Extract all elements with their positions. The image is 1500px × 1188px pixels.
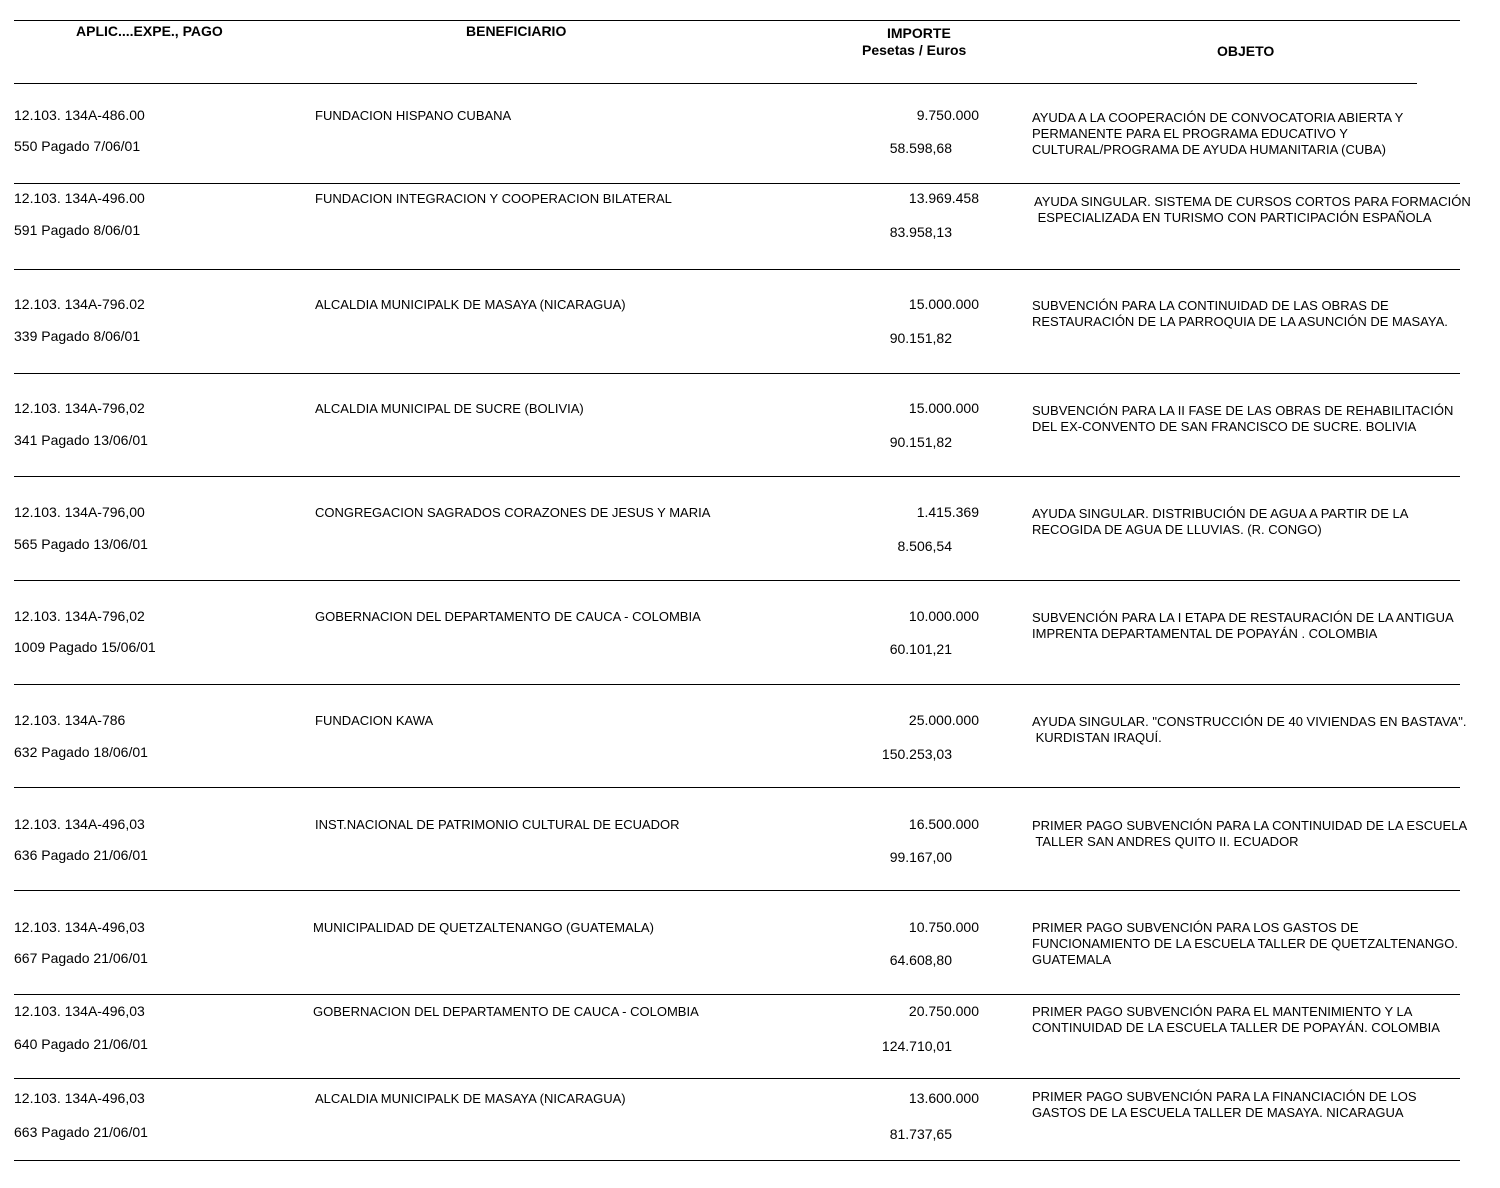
objeto-text [1034,194,1471,226]
pago-info: 339 Pagado 8/06/01 [14,328,141,344]
aplicacion-code: 12.103. 134A-496.00 [14,190,145,206]
objeto-line: AYUDA A LA COOPERACIÓN DE CONVOCATORIA ABIERTA Y [1032,110,1404,125]
beneficiario-name: ALCALDIA MUNICIPALK DE MASAYA (NICARAGUA) [315,1091,626,1106]
header-importe: IMPORTE [887,25,951,41]
importe-pesetas: 20.750.000 [908,1003,979,1019]
objeto-text [1032,403,1453,435]
row-separator [14,183,1460,184]
row-separator [14,890,1460,891]
beneficiario-name: CONGREGACION SAGRADOS CORAZONES DE JESUS Y MARIA [315,505,711,520]
objeto-text [1032,110,1403,158]
objeto-line: CULTURAL/PROGRAMA DE AYUDA HUMANITARIA (CUBA) [1032,142,1386,157]
importe-euros: 124.710,01 [881,1038,952,1054]
objeto-line: RESTAURACIÓN DE LA PARROQUIA DE LA ASUNCIÓN DE MASAYA. [1032,314,1448,329]
objeto-text [1032,714,1466,746]
objeto-line: PRIMER PAGO SUBVENCIÓN PARA LA CONTINUIDAD DE LA ESCUELA [1032,818,1468,833]
objeto-text [1032,920,1458,968]
objeto-line: PERMANENTE PARA EL PROGRAMA EDUCATIVO Y [1032,126,1348,141]
row-separator [14,373,1460,374]
pago-info: 632 Pagado 18/06/01 [14,744,148,760]
objeto-line: AYUDA SINGULAR. SISTEMA DE CURSOS CORTOS PARA FORMACIÓN [1034,194,1471,209]
objeto-line: PRIMER PAGO SUBVENCIÓN PARA LOS GASTOS DE [1032,920,1359,935]
importe-pesetas: 10.750.000 [908,919,979,935]
importe-pesetas: 1.415.369 [916,504,979,520]
objeto-line: KURDISTAN IRAQUÍ. [1032,730,1162,745]
beneficiario-name: GOBERNACION DEL DEPARTAMENTO DE CAUCA - COLOMBIA [315,609,701,624]
importe-euros: 60.101,21 [889,641,952,657]
objeto-text [1032,1004,1440,1036]
aplicacion-code: 12.103. 134A-796,02 [14,400,145,416]
importe-pesetas: 13.969.458 [908,190,979,206]
header-bottom-rule [14,83,1417,84]
objeto-line: CONTINUIDAD DE LA ESCUELA TALLER DE POPAYÁN. COLOMBIA [1032,1020,1440,1035]
importe-pesetas: 15.000.000 [908,400,979,416]
beneficiario-name: MUNICIPALIDAD DE QUETZALTENANGO (GUATEMALA) [313,920,654,935]
objeto-line: TALLER SAN ANDRES QUITO II. ECUADOR [1032,834,1299,849]
row-separator [14,476,1460,477]
beneficiario-name: INST.NACIONAL DE PATRIMONIO CULTURAL DE ECUADOR [315,817,680,832]
importe-euros: 99.167,00 [889,849,952,865]
pago-info: 341 Pagado 13/06/01 [14,432,148,448]
objeto-line: FUNCIONAMIENTO DE LA ESCUELA TALLER DE QUETZALTENANGO. [1032,936,1458,951]
importe-pesetas: 15.000.000 [908,296,979,312]
objeto-line: SUBVENCIÓN PARA LA CONTINUIDAD DE LAS OBRAS DE [1032,298,1389,313]
row-separator [14,1078,1460,1079]
importe-euros: 81.737,65 [889,1126,952,1142]
aplicacion-code: 12.103. 134A-796,00 [14,504,145,520]
beneficiario-name: FUNDACION HISPANO CUBANA [315,108,512,123]
pago-info: 640 Pagado 21/06/01 [14,1036,148,1052]
aplicacion-code: 12.103. 134A-496,03 [14,1003,145,1019]
importe-pesetas: 16.500.000 [908,816,979,832]
pago-info: 565 Pagado 13/06/01 [14,536,148,552]
row-separator [14,994,1460,995]
objeto-text [1032,506,1408,538]
objeto-line: PRIMER PAGO SUBVENCIÓN PARA EL MANTENIMIENTO Y LA [1032,1004,1413,1019]
objeto-line: AYUDA SINGULAR. "CONSTRUCCIÓN DE 40 VIVIENDAS EN BASTAVA". [1032,714,1467,729]
row-separator [14,1160,1460,1161]
pago-info: 1009 Pagado 15/06/01 [14,639,156,655]
aplicacion-code: 12.103. 134A-496,03 [14,816,145,832]
header-importe-sub: Pesetas / Euros [862,42,967,58]
pago-info: 667 Pagado 21/06/01 [14,950,148,966]
importe-euros: 58.598,68 [889,140,952,156]
aplicacion-code: 12.103. 134A-796.02 [14,296,145,312]
beneficiario-name: FUNDACION KAWA [315,713,434,728]
importe-euros: 150.253,03 [881,746,952,762]
objeto-line: IMPRENTA DEPARTAMENTAL DE POPAYÁN . COLOMBIA [1032,626,1378,641]
aplicacion-code: 12.103. 134A-496,03 [14,1090,145,1106]
objeto-line: SUBVENCIÓN PARA LA II FASE DE LAS OBRAS DE REHABILITACIÓN [1032,403,1454,418]
aplicacion-code: 12.103. 134A-486.00 [14,107,145,123]
header-aplic: APLIC....EXPE., PAGO [76,23,223,39]
objeto-line: GUATEMALA [1032,952,1112,967]
objeto-line: RECOGIDA DE AGUA DE LLUVIAS. (R. CONGO) [1032,522,1322,537]
importe-pesetas: 9.750.000 [916,107,979,123]
objeto-line: AYUDA SINGULAR. DISTRIBUCIÓN DE AGUA A PARTIR DE LA [1032,506,1409,521]
beneficiario-name: ALCALDIA MUNICIPALK DE MASAYA (NICARAGUA) [315,297,626,312]
objeto-line: GASTOS DE LA ESCUELA TALLER DE MASAYA. NICARAGUA [1032,1105,1404,1120]
row-separator [14,787,1460,788]
importe-euros: 83.958,13 [889,224,952,240]
importe-pesetas: 10.000.000 [908,608,979,624]
importe-euros: 90.151,82 [889,434,952,450]
objeto-text [1032,298,1448,330]
objeto-text [1032,1089,1417,1121]
beneficiario-name: GOBERNACION DEL DEPARTAMENTO DE CAUCA - COLOMBIA [313,1004,699,1019]
row-separator [14,580,1460,581]
pago-info: 636 Pagado 21/06/01 [14,847,148,863]
aplicacion-code: 12.103. 134A-796,02 [14,608,145,624]
pago-info: 663 Pagado 21/06/01 [14,1124,148,1140]
importe-euros: 90.151,82 [889,330,952,346]
objeto-line: DEL EX-CONVENTO DE SAN FRANCISCO DE SUCRE. BOLIVIA [1032,419,1417,434]
beneficiario-name: ALCALDIA MUNICIPAL DE SUCRE (BOLIVIA) [315,401,584,416]
aplicacion-code: 12.103. 134A-496,03 [14,919,145,935]
aplicacion-code: 12.103. 134A-786 [14,712,126,728]
objeto-text [1032,610,1454,642]
row-separator [14,684,1460,685]
objeto-text [1032,818,1467,850]
importe-pesetas: 25.000.000 [908,712,979,728]
importe-euros: 8.506,54 [897,538,952,554]
objeto-line: SUBVENCIÓN PARA LA I ETAPA DE RESTAURACIÓN DE LA ANTIGUA [1032,610,1454,625]
beneficiario-name: FUNDACION INTEGRACION Y COOPERACION BILATERAL [315,191,672,206]
importe-euros: 64.608,80 [889,952,952,968]
pago-info: 591 Pagado 8/06/01 [14,222,141,238]
importe-pesetas: 13.600.000 [908,1090,979,1106]
header-top-rule [14,20,1460,21]
pago-info: 550 Pagado 7/06/01 [14,138,141,154]
header-beneficiario: BENEFICIARIO [466,23,567,39]
row-separator [14,269,1460,270]
objeto-line: PRIMER PAGO SUBVENCIÓN PARA LA FINANCIACIÓN DE LOS [1032,1089,1417,1104]
header-objeto: OBJETO [1217,43,1275,59]
objeto-line: ESPECIALIZADA EN TURISMO CON PARTICIPACIÓN ESPAÑOLA [1034,210,1432,225]
